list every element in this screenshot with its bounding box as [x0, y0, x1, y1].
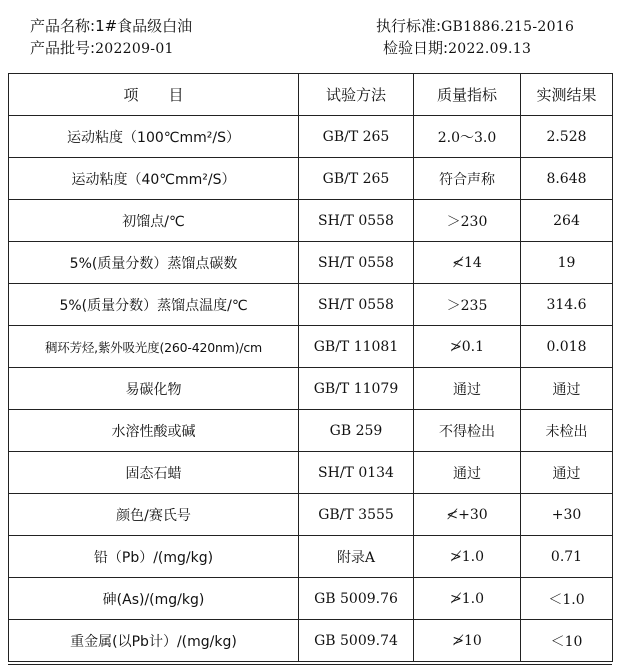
table-row — [9, 242, 613, 284]
result-cell: 264 — [521, 200, 613, 242]
method-cell: SH/T 0558 — [299, 242, 414, 284]
batch-value: 202209-01 — [95, 41, 174, 57]
result-cell: 2.528 — [521, 116, 613, 158]
standard-label: 执行标准: — [376, 17, 442, 35]
method-cell: GB/T 265 — [299, 158, 414, 200]
standard-line — [376, 16, 574, 37]
result-cell: ＜1.0 — [521, 578, 613, 620]
table-header-row — [9, 74, 613, 116]
result-cell: 通过 — [521, 452, 613, 494]
date-line — [383, 38, 531, 59]
table-row — [9, 158, 613, 200]
table-row — [9, 620, 613, 662]
table-row — [9, 326, 613, 368]
method-cell: SH/T 0558 — [299, 200, 414, 242]
table-row — [9, 410, 613, 452]
standard-value: GB1886.215-2016 — [441, 19, 575, 35]
result-cell: 19 — [521, 242, 613, 284]
item-cell: 固态石蜡 — [9, 452, 299, 494]
result-cell: 314.6 — [521, 284, 613, 326]
method-cell: GB/T 11081 — [299, 326, 414, 368]
result-cell: 通过 — [521, 368, 613, 410]
batch-label: 产品批号: — [30, 39, 96, 57]
item-cell: 颜色/赛氏号 — [9, 494, 299, 536]
product-name-line — [30, 16, 192, 36]
table-row — [9, 200, 613, 242]
date-label: 检验日期: — [383, 39, 449, 57]
spec-cell: 2.0～3.0 — [414, 116, 521, 158]
spec-cell: ≯0.1 — [414, 326, 521, 368]
item-cell: 易碳化物 — [9, 368, 299, 410]
column-header-spec: 质量指标 — [414, 74, 521, 116]
table-row — [9, 116, 613, 158]
item-cell: 水溶性酸或碱 — [9, 410, 299, 452]
result-cell: 0.71 — [521, 536, 613, 578]
result-cell: 未检出 — [521, 410, 613, 452]
inspection-table — [8, 73, 613, 662]
spec-cell: 不得检出 — [414, 410, 521, 452]
batch-line — [30, 38, 174, 59]
item-cell: 运动粘度（100℃mm²/S） — [9, 116, 299, 158]
item-cell: 重金属(以Pb计）/(mg/kg) — [9, 620, 299, 662]
column-header-method: 试验方法 — [299, 74, 414, 116]
spec-cell: ≮+30 — [414, 494, 521, 536]
item-cell: 运动粘度（40℃mm²/S） — [9, 158, 299, 200]
item-cell: 5%(质量分数）蒸馏点碳数 — [9, 242, 299, 284]
table-row — [9, 494, 613, 536]
spec-cell: 符合声称 — [414, 158, 521, 200]
table-row — [9, 452, 613, 494]
spec-cell: ≯1.0 — [414, 578, 521, 620]
result-cell: +30 — [521, 494, 613, 536]
method-cell: GB 5009.76 — [299, 578, 414, 620]
method-cell: 附录A — [299, 536, 414, 578]
spec-cell: ≯1.0 — [414, 536, 521, 578]
item-cell: 初馏点/℃ — [9, 200, 299, 242]
spec-cell: 通过 — [414, 368, 521, 410]
column-header-item: 项 目 — [9, 74, 299, 116]
method-cell: GB 5009.74 — [299, 620, 414, 662]
spec-cell: ＞235 — [414, 284, 521, 326]
item-cell: 铅（Pb）/(mg/kg) — [9, 536, 299, 578]
column-header-result: 实测结果 — [521, 74, 613, 116]
method-cell: GB/T 3555 — [299, 494, 414, 536]
table-body — [9, 116, 613, 662]
table-row — [9, 368, 613, 410]
result-cell: 8.648 — [521, 158, 613, 200]
product-name-label: 产品名称: — [30, 17, 96, 35]
report-header — [0, 0, 620, 72]
method-cell: SH/T 0134 — [299, 452, 414, 494]
item-cell: 5%(质量分数）蒸馏点温度/℃ — [9, 284, 299, 326]
table-row — [9, 284, 613, 326]
product-name-value: 1#食品级白油 — [95, 17, 193, 35]
date-value: 2022.09.13 — [448, 41, 532, 57]
item-cell: 砷(As)/(mg/kg) — [9, 578, 299, 620]
spec-cell: ≯10 — [414, 620, 521, 662]
method-cell: GB 259 — [299, 410, 414, 452]
spec-cell: 通过 — [414, 452, 521, 494]
spec-cell: ＞230 — [414, 200, 521, 242]
table-row — [9, 578, 613, 620]
spec-cell: ≮14 — [414, 242, 521, 284]
result-cell: ＜10 — [521, 620, 613, 662]
method-cell: GB/T 265 — [299, 116, 414, 158]
method-cell: GB/T 11079 — [299, 368, 414, 410]
table-bottom-border — [8, 664, 612, 665]
method-cell: SH/T 0558 — [299, 284, 414, 326]
table-row — [9, 536, 613, 578]
item-cell: 稠环芳烃,紫外吸光度(260-420nm)/cm — [9, 326, 299, 368]
result-cell: 0.018 — [521, 326, 613, 368]
